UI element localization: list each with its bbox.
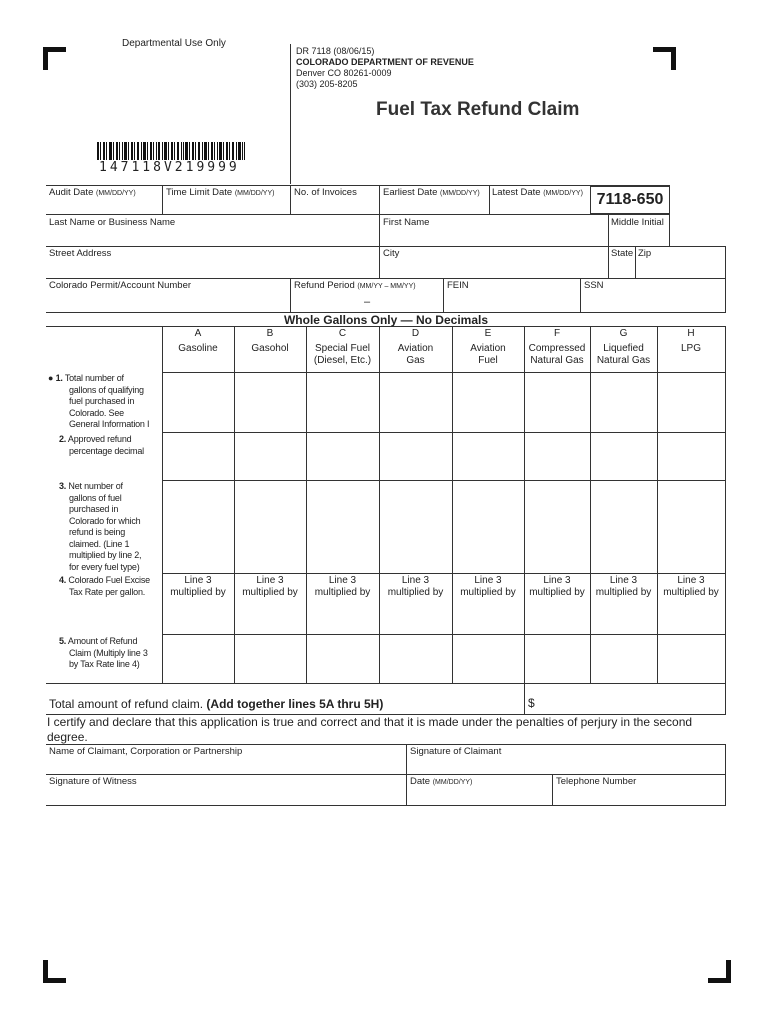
col-header-f bbox=[524, 328, 590, 367]
col-label-2: Natural Gas bbox=[596, 355, 651, 366]
row-number: 3. bbox=[59, 481, 67, 491]
grid-line bbox=[489, 185, 490, 214]
table-col-line bbox=[657, 326, 658, 683]
col-header-b bbox=[234, 328, 306, 355]
row-text: purchased in bbox=[69, 504, 119, 514]
departmental-use-label: Departmental Use Only bbox=[122, 38, 226, 49]
row-4-cell-h bbox=[657, 575, 725, 599]
col-label: Liquefied bbox=[603, 343, 644, 354]
row-text: Amount of Refund bbox=[67, 636, 138, 646]
invoices-label: No. of Invoices bbox=[294, 187, 357, 198]
middle-initial-label: Middle Initial bbox=[611, 217, 664, 228]
row-4-cell-a bbox=[162, 575, 234, 599]
row-text: for every fuel type) bbox=[69, 561, 140, 572]
invoices-field[interactable] bbox=[294, 187, 357, 198]
ssn-label: SSN bbox=[584, 280, 604, 291]
cell-text: Line 3 bbox=[256, 575, 284, 586]
date-field[interactable] bbox=[410, 776, 472, 787]
first-name-label: First Name bbox=[383, 217, 430, 228]
witness-signature-label: Signature of Witness bbox=[49, 776, 137, 787]
time-limit-date-format: (MM/DD/YY) bbox=[234, 190, 275, 197]
row-1-label bbox=[48, 373, 149, 431]
grid-line bbox=[552, 774, 553, 805]
grid-line bbox=[46, 278, 726, 279]
crop-mark-bottom-left bbox=[43, 960, 66, 983]
row-number: 5. bbox=[59, 636, 67, 646]
middle-initial-field[interactable] bbox=[611, 217, 664, 228]
city-label: City bbox=[383, 248, 400, 259]
form-code-box: 7118-650 bbox=[590, 186, 670, 214]
form-number: DR 7118 (08/06/15) bbox=[296, 46, 375, 56]
row-number: 1. bbox=[55, 373, 63, 383]
col-label: LPG bbox=[680, 343, 701, 354]
row-text: Approved refund bbox=[67, 434, 132, 444]
row-2-label bbox=[59, 434, 144, 457]
col-letter: D bbox=[411, 328, 420, 339]
grid-line bbox=[443, 278, 444, 312]
street-label: Street Address bbox=[49, 248, 112, 259]
table-col-line bbox=[725, 326, 726, 683]
cell-text: Line 3 bbox=[677, 575, 705, 586]
cell-text: Line 3 bbox=[184, 575, 212, 586]
latest-date-field[interactable] bbox=[492, 187, 583, 198]
city-field[interactable] bbox=[383, 248, 399, 259]
street-field[interactable] bbox=[49, 248, 111, 259]
row-4-cell-f bbox=[524, 575, 590, 599]
latest-date-format: (MM/DD/YY) bbox=[543, 190, 583, 197]
cell-text: multiplied by bbox=[663, 587, 719, 598]
col-label: Aviation bbox=[470, 343, 506, 354]
col-label-2: Gas bbox=[406, 355, 425, 366]
grid-line bbox=[46, 805, 726, 806]
col-letter: E bbox=[484, 328, 492, 339]
date-format: (MM/DD/YY) bbox=[432, 779, 473, 786]
claimant-name-label: Name of Claimant, Corporation or Partnership bbox=[49, 746, 243, 757]
cell-text: Line 3 bbox=[328, 575, 357, 586]
col-header-c bbox=[306, 328, 379, 367]
cell-text: multiplied by bbox=[595, 587, 652, 598]
col-letter: H bbox=[687, 328, 695, 339]
col-letter: C bbox=[338, 328, 347, 339]
barcode bbox=[97, 142, 245, 160]
col-letter: F bbox=[553, 328, 561, 339]
table-row-line bbox=[162, 372, 725, 373]
grid-line bbox=[46, 774, 726, 775]
row-3-label bbox=[59, 481, 141, 573]
grid-line bbox=[290, 185, 291, 214]
ssn-field[interactable] bbox=[584, 280, 604, 291]
grid-line bbox=[379, 185, 380, 278]
audit-date-format: (MM/DD/YY) bbox=[96, 190, 136, 197]
grid-line bbox=[290, 278, 291, 312]
cell-text: multiplied by bbox=[242, 587, 298, 598]
table-col-line bbox=[306, 326, 307, 683]
time-limit-date-field[interactable] bbox=[166, 187, 274, 198]
cell-text: multiplied by bbox=[529, 587, 585, 598]
cell-text: multiplied by bbox=[170, 587, 226, 598]
row-number: 4. bbox=[59, 575, 67, 585]
cell-text: Line 3 bbox=[609, 575, 638, 586]
col-letter: G bbox=[619, 328, 628, 339]
grid-line bbox=[608, 214, 609, 278]
row-text: Tax Rate per gallon. bbox=[69, 586, 146, 597]
col-label: Aviation bbox=[397, 343, 434, 354]
refund-period-label: Refund Period bbox=[294, 280, 355, 291]
row-4-cell-b bbox=[234, 575, 306, 599]
first-name-field[interactable] bbox=[383, 217, 429, 228]
row-4-cell-d bbox=[379, 575, 452, 599]
cell-text: multiplied by bbox=[314, 587, 371, 598]
witness-signature-field[interactable] bbox=[49, 776, 137, 787]
grid-line bbox=[46, 744, 726, 745]
table-col-line bbox=[234, 326, 235, 683]
row-text: gallons of qualifying bbox=[69, 384, 144, 395]
barcode-number: 147118V219999 bbox=[99, 160, 240, 175]
audit-date-label: Audit Date bbox=[49, 187, 94, 198]
required-bullet-icon: ● bbox=[48, 373, 54, 383]
cell-text: Line 3 bbox=[474, 575, 502, 586]
row-4-label bbox=[59, 575, 150, 598]
total-label-text: Total amount of refund claim. bbox=[49, 697, 204, 711]
col-header-h bbox=[657, 328, 725, 355]
col-header-g bbox=[590, 328, 657, 367]
col-letter: B bbox=[266, 328, 274, 339]
fein-field[interactable] bbox=[447, 280, 469, 291]
grid-line bbox=[406, 744, 407, 805]
grid-line bbox=[46, 214, 670, 215]
col-label: Compressed bbox=[528, 343, 586, 354]
refund-period-dash: – bbox=[364, 296, 371, 308]
table-row-line bbox=[162, 480, 725, 481]
earliest-date-format: (MM/DD/YY) bbox=[440, 190, 480, 197]
cell-text: Line 3 bbox=[543, 575, 571, 586]
table-col-line bbox=[379, 326, 380, 683]
refund-period-field[interactable] bbox=[294, 280, 416, 291]
row-text: Total number of bbox=[64, 373, 124, 383]
page-title: Fuel Tax Refund Claim bbox=[376, 99, 580, 120]
state-field[interactable] bbox=[611, 248, 633, 259]
row-text: General Information I bbox=[69, 419, 150, 429]
cell-text: Line 3 bbox=[401, 575, 430, 586]
last-name-label: Last Name or Business Name bbox=[49, 217, 176, 228]
latest-date-label: Latest Date bbox=[492, 187, 541, 198]
header-divider bbox=[290, 44, 291, 184]
zip-label: Zip bbox=[638, 248, 652, 259]
grid-line bbox=[635, 246, 636, 278]
crop-mark-top-left bbox=[43, 47, 66, 70]
row-text: Net number of bbox=[68, 481, 123, 491]
department-address: Denver CO 80261-0009 bbox=[296, 68, 392, 78]
grid-line bbox=[46, 246, 726, 247]
row-5-label bbox=[59, 636, 148, 671]
claimant-signature-field[interactable] bbox=[410, 746, 501, 757]
table-col-line bbox=[590, 326, 591, 683]
grid-line bbox=[725, 744, 726, 805]
row-text: claimed. (Line 1 bbox=[69, 538, 130, 549]
col-label-2: Natural Gas bbox=[530, 355, 584, 366]
total-amount-field[interactable]: $ bbox=[528, 696, 535, 710]
state-label: State bbox=[611, 248, 634, 259]
last-name-field[interactable] bbox=[49, 217, 175, 228]
certification-text: I certify and declare that this application is true and correct and that it is made under the penalties of perjury in the second degree. bbox=[47, 715, 693, 744]
total-label-bold: (Add together lines 5A thru 5H) bbox=[206, 697, 384, 711]
row-4-cell-g bbox=[590, 575, 657, 599]
telephone-label: Telephone Number bbox=[556, 776, 637, 787]
row-text: Colorado. See bbox=[69, 407, 124, 418]
grid-line bbox=[669, 214, 670, 246]
audit-date-field[interactable] bbox=[49, 187, 136, 198]
row-text: gallons of fuel bbox=[69, 492, 122, 503]
zip-field[interactable] bbox=[638, 248, 651, 259]
cell-text: multiplied by bbox=[387, 587, 444, 598]
grid-line bbox=[725, 683, 726, 714]
col-label-2: Fuel bbox=[478, 355, 498, 366]
row-4-cell-c bbox=[306, 575, 379, 599]
grid-line bbox=[524, 683, 525, 714]
row-text: refund is being bbox=[69, 527, 126, 537]
row-text: Claim (Multiply line 3 bbox=[69, 647, 148, 658]
row-number: 2. bbox=[59, 434, 67, 444]
col-label-2: (Diesel, Etc.) bbox=[313, 355, 372, 366]
table-col-line bbox=[524, 326, 525, 683]
permit-label: Colorado Permit/Account Number bbox=[49, 280, 192, 291]
table-row-line bbox=[162, 573, 725, 574]
date-label: Date bbox=[410, 776, 431, 787]
crop-mark-bottom-right bbox=[708, 960, 731, 983]
total-refund-label bbox=[49, 697, 383, 711]
row-text: percentage decimal bbox=[69, 445, 144, 456]
table-row-line bbox=[162, 634, 725, 635]
earliest-date-label: Earliest Date bbox=[383, 187, 438, 198]
table-col-line bbox=[162, 326, 163, 683]
table-row-line bbox=[162, 432, 725, 433]
claimant-signature-label: Signature of Claimant bbox=[410, 746, 502, 757]
row-text: Colorado for which bbox=[69, 515, 141, 526]
col-header-e bbox=[452, 328, 524, 367]
barcode-graphic bbox=[97, 142, 245, 160]
col-header-a bbox=[162, 328, 234, 355]
col-letter: A bbox=[194, 328, 202, 339]
claimant-name-field[interactable] bbox=[49, 746, 242, 757]
table-row-line bbox=[46, 683, 726, 684]
refund-period-format: (MM/YY – MM/YY) bbox=[357, 283, 416, 290]
grid-line bbox=[580, 278, 581, 312]
permit-field[interactable] bbox=[49, 280, 191, 291]
row-text: Colorado Fuel Excise bbox=[68, 575, 150, 585]
grid-line bbox=[725, 246, 726, 312]
cell-text: multiplied by bbox=[460, 587, 516, 598]
fein-label: FEIN bbox=[447, 280, 469, 291]
row-text: multiplied by line 2, bbox=[69, 550, 142, 560]
earliest-date-field[interactable] bbox=[383, 187, 480, 198]
department-name: COLORADO DEPARTMENT OF REVENUE bbox=[296, 57, 474, 67]
agency-block bbox=[296, 46, 474, 90]
col-header-d bbox=[379, 328, 452, 367]
department-phone: (303) 205-8205 bbox=[296, 79, 358, 89]
table-col-line bbox=[452, 326, 453, 683]
telephone-field[interactable] bbox=[556, 776, 636, 787]
col-label: Gasoline bbox=[178, 343, 218, 354]
col-label: Gasohol bbox=[251, 343, 289, 354]
grid-line bbox=[162, 185, 163, 214]
crop-mark-top-right bbox=[653, 47, 676, 70]
grid-line bbox=[46, 185, 670, 186]
col-label: Special Fuel bbox=[314, 343, 371, 354]
row-4-cell-e bbox=[452, 575, 524, 599]
row-text: fuel purchased in bbox=[69, 396, 135, 406]
time-limit-date-label: Time Limit Date bbox=[166, 187, 233, 198]
gallons-banner: Whole Gallons Only — No Decimals bbox=[283, 313, 489, 327]
row-text: by Tax Rate line 4) bbox=[69, 659, 140, 669]
